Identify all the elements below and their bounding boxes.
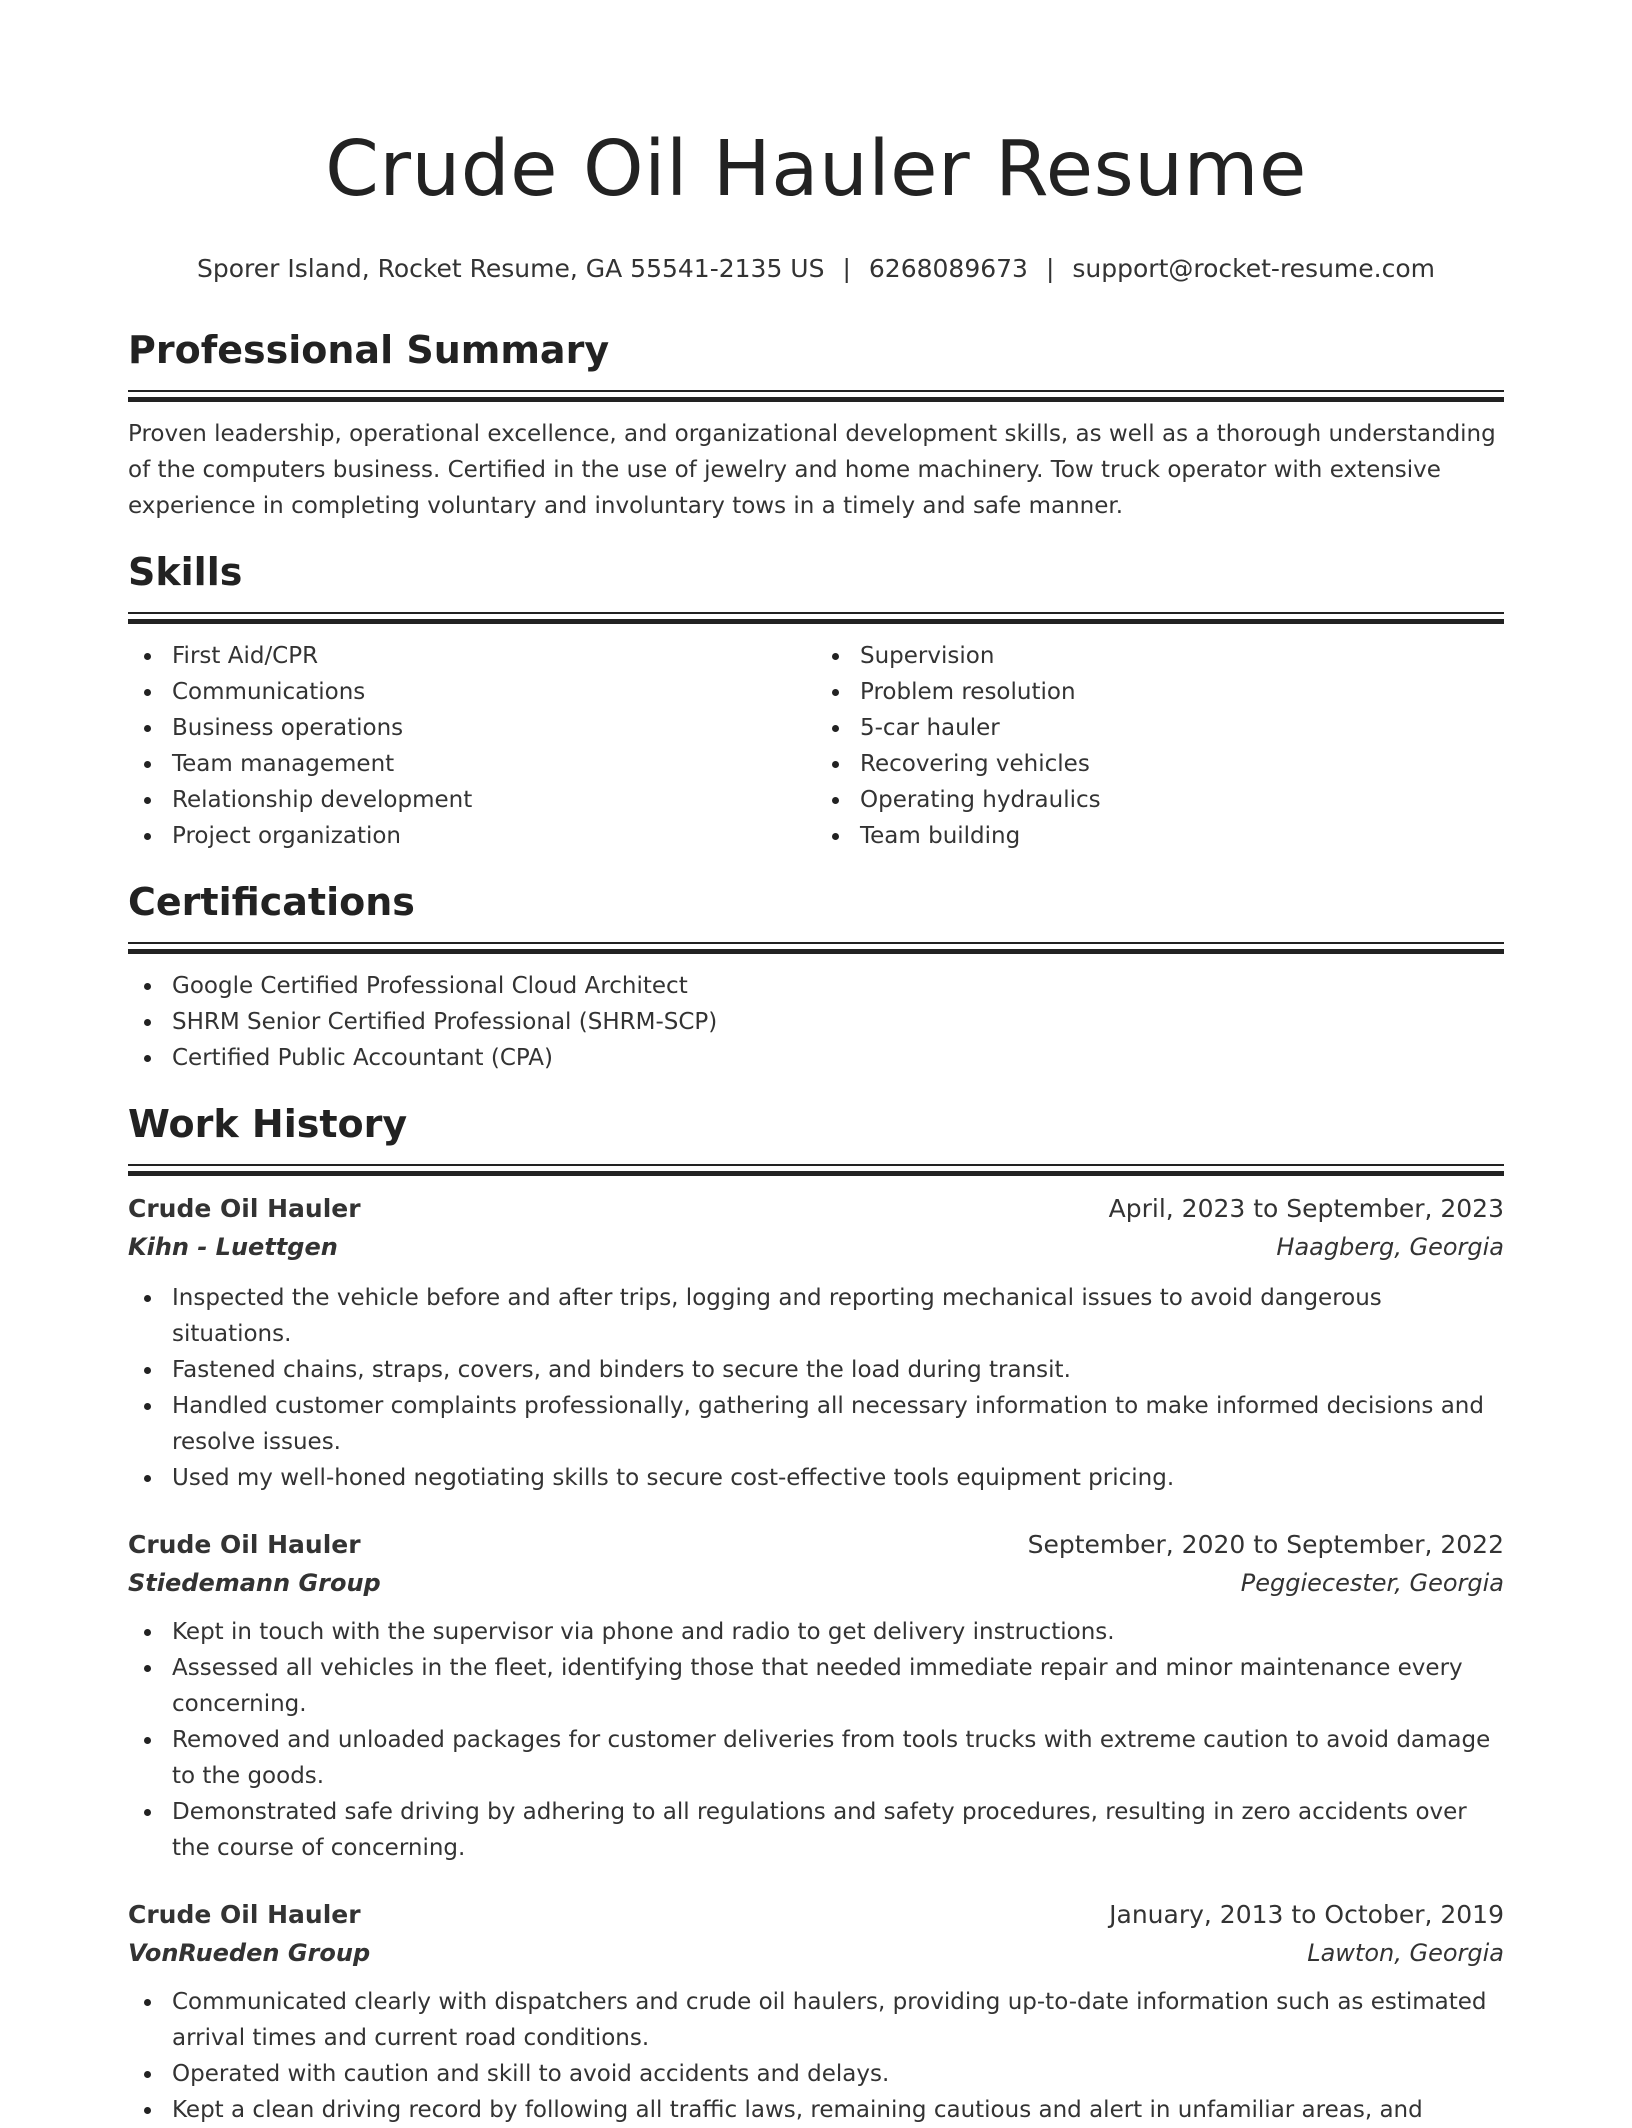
job-location: Lawton, Georgia (1307, 1939, 1504, 1967)
job-location: Haagberg, Georgia (1276, 1233, 1504, 1261)
bullet-icon (144, 653, 151, 660)
section-divider (128, 612, 1504, 624)
bullet-icon (144, 761, 151, 768)
skill-item: Relationship development (128, 782, 816, 818)
job-subheader-row (128, 1564, 1504, 1602)
job-header-row (128, 1896, 1504, 1934)
skill-item: Team building (816, 818, 1504, 854)
bullet-icon (144, 1999, 151, 2006)
skill-item: Team management (128, 746, 816, 782)
certifications-section (128, 878, 1504, 1076)
work-history-heading: Work History (128, 1102, 408, 1146)
bullet-icon (144, 725, 151, 732)
bullet-icon (144, 1629, 151, 1636)
job-bullets (128, 1280, 1504, 1496)
job-bullet: Fastened chains, straps, covers, and binders to secure the load during transit. (128, 1352, 1504, 1388)
summary-text: Proven leadership, operational excellence, and organizational development skills, as well as a thorough understanding of the computers business. Certified in the use of jewelry and home machinery. Tow truck operator with extensive experience in completing voluntary and involuntary tows in a timely and safe manner. (128, 421, 1496, 519)
section-divider (128, 942, 1504, 954)
resume-title: Crude Oil Hauler Resume (325, 125, 1307, 214)
skill-item: Communications (128, 674, 816, 710)
contact-line (128, 252, 1504, 286)
bullet-icon (144, 1809, 151, 1816)
skills-columns (128, 638, 1504, 854)
job-bullet: Assessed all vehicles in the fleet, identifying those that needed immediate repair and minor maintenance every concerning. (128, 1650, 1504, 1722)
job-title: Crude Oil Hauler (128, 1530, 361, 1559)
job-title: Crude Oil Hauler (128, 1194, 361, 1223)
bullet-icon (144, 1665, 151, 1672)
bullet-icon (144, 1737, 151, 1744)
certification-item: SHRM Senior Certified Professional (SHRM-SCP) (128, 1004, 1504, 1040)
bullet-icon (144, 2107, 151, 2114)
job-dates: April, 2023 to September, 2023 (1108, 1194, 1504, 1223)
contact-phone: 6268089673 (868, 254, 1028, 283)
certification-item: Google Certified Professional Cloud Architect (128, 968, 1504, 1004)
summary-heading: Professional Summary (128, 328, 610, 372)
job-bullet: Used my well-honed negotiating skills to secure cost-effective tools equipment pricing. (128, 1460, 1504, 1496)
bullet-icon (144, 833, 151, 840)
bullet-icon (144, 689, 151, 696)
job-bullets (128, 1984, 1504, 2128)
job-bullet: Handled customer complaints professionally, gathering all necessary information to make informed decisions and resolve issues. (128, 1388, 1504, 1460)
bullet-icon (144, 2071, 151, 2078)
skill-item: 5-car hauler (816, 710, 1504, 746)
job-bullet: Demonstrated safe driving by adhering to all regulations and safety procedures, resulting in zero accidents over the course of concerning. (128, 1794, 1504, 1866)
bullet-icon (144, 1403, 151, 1410)
bullet-icon (144, 1367, 151, 1374)
contact-email: support@rocket-resume.com (1072, 254, 1436, 283)
job-entry (128, 1896, 1504, 2128)
job-bullet: Inspected the vehicle before and after trips, logging and reporting mechanical issues to avoid dangerous situations. (128, 1280, 1504, 1352)
skills-column-left (128, 638, 816, 854)
job-bullets (128, 1614, 1504, 1866)
job-entry (128, 1526, 1504, 1866)
job-subheader-row (128, 1934, 1504, 1972)
job-company: Kihn - Luettgen (128, 1233, 338, 1261)
bullet-icon (144, 797, 151, 804)
bullet-icon (832, 653, 839, 660)
skill-item: Supervision (816, 638, 1504, 674)
job-header-row (128, 1526, 1504, 1564)
certifications-heading: Certifications (128, 880, 415, 924)
section-divider (128, 1164, 1504, 1176)
section-divider (128, 390, 1504, 402)
job-subheader-row (128, 1228, 1504, 1266)
skills-section (128, 548, 1504, 854)
job-location: Peggiecester, Georgia (1240, 1569, 1504, 1597)
skills-list-left (128, 638, 816, 854)
job-entry (128, 1190, 1504, 1496)
bullet-icon (144, 1295, 151, 1302)
contact-address: Sporer Island, Rocket Resume, GA 55541-2135 US (196, 254, 825, 283)
skills-heading: Skills (128, 550, 243, 594)
certifications-list (128, 968, 1504, 1076)
bullet-icon (832, 725, 839, 732)
job-bullet: Operated with caution and skill to avoid accidents and delays. (128, 2056, 1504, 2092)
skill-item: First Aid/CPR (128, 638, 816, 674)
job-bullet: Removed and unloaded packages for customer deliveries from tools trucks with extreme caution to avoid damage to the goods. (128, 1722, 1504, 1794)
skills-column-right (816, 638, 1504, 854)
contact-separator: | (842, 254, 851, 283)
skill-item: Project organization (128, 818, 816, 854)
bullet-icon (144, 1055, 151, 1062)
job-dates: September, 2020 to September, 2022 (1027, 1530, 1504, 1559)
bullet-icon (144, 983, 151, 990)
job-company: VonRueden Group (128, 1939, 371, 1967)
bullet-icon (832, 833, 839, 840)
job-bullet: Kept a clean driving record by following all traffic laws, remaining cautious and alert in unfamiliar areas, and (128, 2092, 1504, 2128)
summary-section (128, 326, 1504, 524)
job-bullet: Kept in touch with the supervisor via phone and radio to get delivery instructions. (128, 1614, 1504, 1650)
job-header-row (128, 1190, 1504, 1228)
skill-item: Recovering vehicles (816, 746, 1504, 782)
skill-item: Business operations (128, 710, 816, 746)
job-title: Crude Oil Hauler (128, 1900, 361, 1929)
bullet-icon (832, 761, 839, 768)
skills-list-right (816, 638, 1504, 854)
bullet-icon (144, 1019, 151, 1026)
bullet-icon (832, 797, 839, 804)
job-company: Stiedemann Group (128, 1569, 381, 1597)
job-bullet: Communicated clearly with dispatchers and crude oil haulers, providing up-to-date information such as estimated arrival times and current road conditions. (128, 1984, 1504, 2056)
contact-separator: | (1045, 254, 1055, 283)
bullet-icon (144, 1475, 151, 1482)
work-history-section (128, 1100, 1504, 2128)
skill-item: Problem resolution (816, 674, 1504, 710)
certification-item: Certified Public Accountant (CPA) (128, 1040, 1504, 1076)
skill-item: Operating hydraulics (816, 782, 1504, 818)
bullet-icon (832, 689, 839, 696)
job-dates: January, 2013 to October, 2019 (1109, 1900, 1504, 1929)
